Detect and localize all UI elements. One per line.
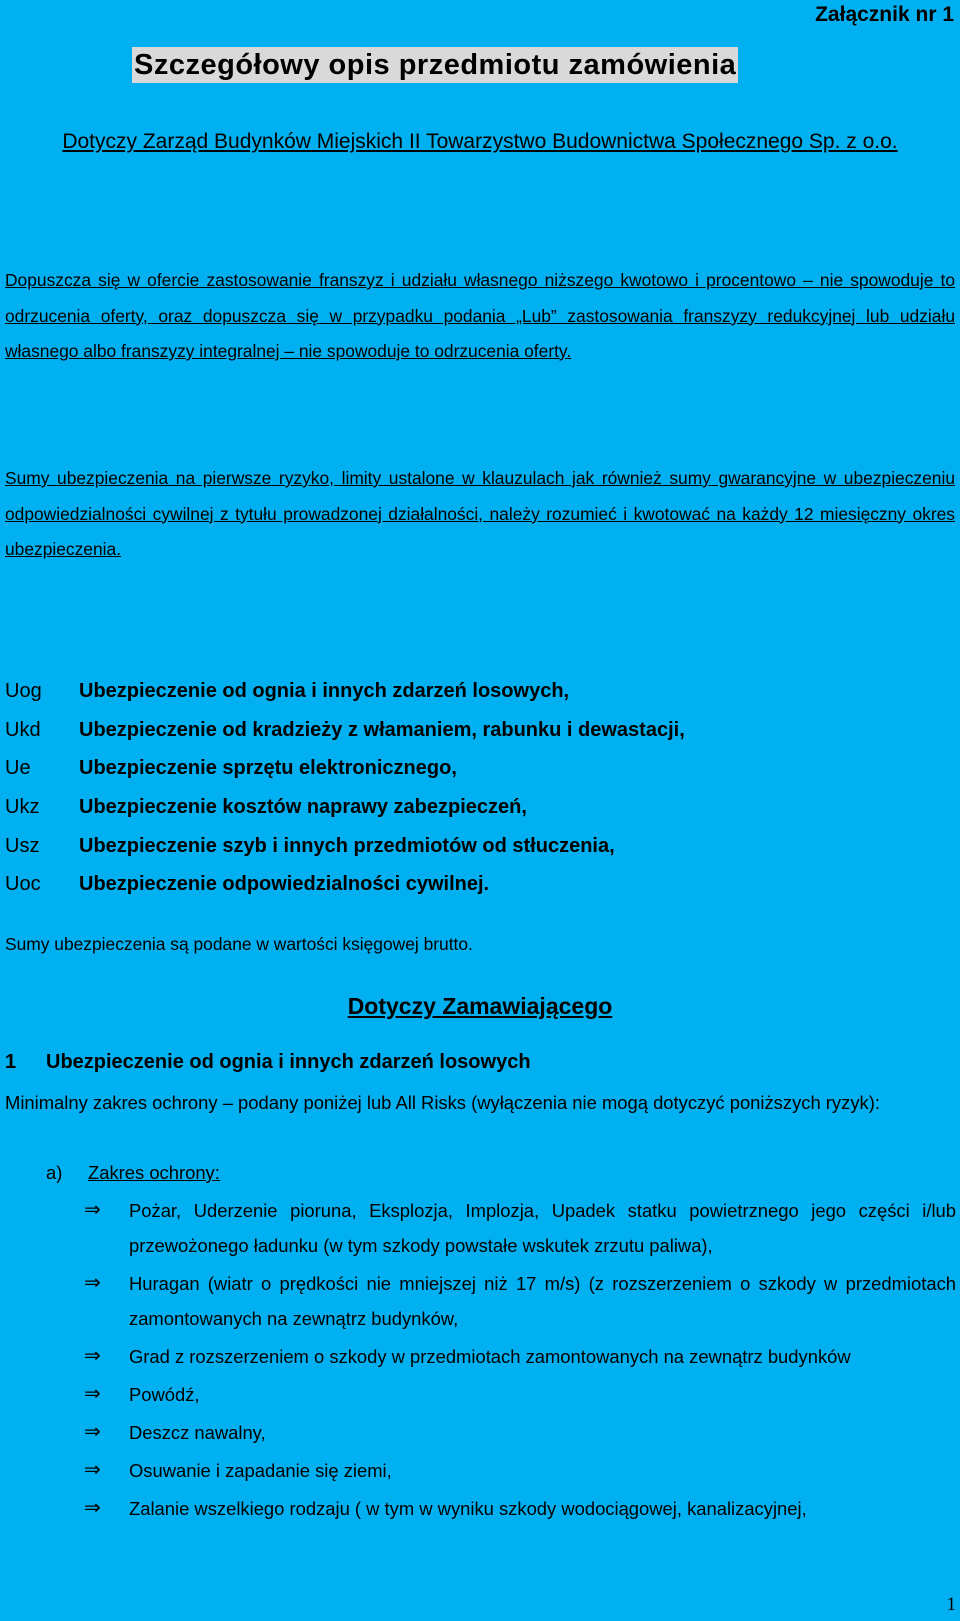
double-right-arrow-icon: ⇒ bbox=[84, 1345, 101, 1367]
abbreviation-code: Ue bbox=[5, 757, 31, 780]
scope-item-letter: a) bbox=[46, 1162, 63, 1183]
abbreviation-code: Ukd bbox=[5, 718, 41, 741]
list-item bbox=[84, 1453, 956, 1488]
abbreviation-row bbox=[5, 865, 955, 904]
scope-item bbox=[46, 1162, 220, 1184]
abbreviation-description: Ubezpieczenie od ognia i innych zdarzeń losowych, bbox=[79, 679, 570, 702]
list-item-text: Deszcz nawalny, bbox=[129, 1422, 266, 1443]
section-heading bbox=[0, 993, 960, 1020]
page-number: 1 bbox=[946, 1594, 956, 1615]
subtitle bbox=[0, 122, 960, 162]
subsection-number: 1 bbox=[5, 1051, 17, 1073]
abbreviation-description: Ubezpieczenie od kradzieży z włamaniem, rabunku i dewastacji, bbox=[79, 718, 685, 741]
list-item-text: Grad z rozszerzeniem o szkody w przedmiotach zamontowanych na zewnątrz budynków bbox=[129, 1346, 851, 1367]
section-heading-text: Dotyczy Zamawiającego bbox=[347, 993, 613, 1019]
abbreviation-description: Ubezpieczenie sprzętu elektronicznego, bbox=[79, 757, 457, 780]
paragraph-franchise: Dopuszcza się w ofercie zastosowanie franszyz i udziału własnego niższego kwotowo i procentowo – nie spowoduje to odrzucenia oferty, oraz dopuszcza się w przypadku podania „Lub” zastosowania franszyzy redukcyjnej lub udziału własnego albo franszyzy integralnej – nie spowoduje to odrzucenia oferty. bbox=[5, 270, 955, 361]
abbreviation-row bbox=[5, 711, 955, 750]
abbreviation-description: Ubezpieczenie szyb i innych przedmiotów od stłuczenia, bbox=[79, 834, 615, 857]
abbreviation-code: Uog bbox=[5, 679, 42, 702]
page-title: Szczegółowy opis przedmiotu zamówienia bbox=[134, 49, 737, 81]
note-book-value: Sumy ubezpieczenia są podane w wartości księgowej brutto. bbox=[5, 934, 473, 954]
scope-item-label: Zakres ochrony: bbox=[88, 1162, 220, 1183]
double-right-arrow-icon: ⇒ bbox=[84, 1383, 101, 1405]
double-right-arrow-icon: ⇒ bbox=[84, 1199, 101, 1221]
list-item bbox=[84, 1491, 956, 1526]
list-item bbox=[84, 1339, 956, 1374]
double-right-arrow-icon: ⇒ bbox=[84, 1459, 101, 1481]
abbreviation-row bbox=[5, 788, 955, 827]
list-item bbox=[84, 1193, 956, 1263]
paragraph-sums-insured: Sumy ubezpieczenia na pierwsze ryzyko, limity ustalone w klauzulach jak również sumy gwarancyjne w ubezpieczeniu odpowiedzialności cywilnej z tytułu prowadzonej działalności, należy rozumieć i kwotować na każdy 12 miesięczny okres ubezpieczenia. bbox=[5, 468, 955, 559]
abbreviation-row bbox=[5, 749, 955, 788]
double-right-arrow-icon: ⇒ bbox=[84, 1421, 101, 1443]
coverage-bullet-list bbox=[84, 1193, 956, 1529]
abbreviation-row bbox=[5, 672, 955, 711]
list-item-text: Zalanie wszelkiego rodzaju ( w tym w wyniku szkody wodociągowej, kanalizacyjnej, bbox=[129, 1498, 807, 1519]
abbreviation-code: Uoc bbox=[5, 873, 41, 896]
scope-intro: Minimalny zakres ochrony – podany poniżej lub All Risks (wyłączenia nie mogą dotyczyć poniższych ryzyk): bbox=[5, 1092, 880, 1113]
double-right-arrow-icon: ⇒ bbox=[84, 1497, 101, 1519]
abbreviation-description: Ubezpieczenie kosztów naprawy zabezpieczeń, bbox=[79, 795, 527, 818]
list-item bbox=[84, 1415, 956, 1450]
double-right-arrow-icon: ⇒ bbox=[84, 1272, 101, 1294]
subtitle-text: Dotyczy Zarząd Budynków Miejskich II Towarzystwo Budownictwa Społecznego Sp. z o.o. bbox=[62, 130, 898, 153]
abbreviation-list bbox=[5, 672, 955, 904]
list-item-text: Osuwanie i zapadanie się ziemi, bbox=[129, 1460, 392, 1481]
list-item-text: Pożar, Uderzenie pioruna, Eksplozja, Implozja, Upadek statku powietrznego jego części i/lub przewożonego ładunku (w tym szkody powstałe wskutek zrzutu paliwa), bbox=[129, 1200, 956, 1256]
annex-label: Załącznik nr 1 bbox=[815, 3, 954, 26]
abbreviation-description: Ubezpieczenie odpowiedzialności cywilnej. bbox=[79, 873, 490, 896]
list-item bbox=[84, 1266, 956, 1336]
list-item-text: Powódź, bbox=[129, 1384, 200, 1405]
abbreviation-row bbox=[5, 827, 955, 866]
abbreviation-code: Usz bbox=[5, 834, 40, 857]
abbreviation-code: Ukz bbox=[5, 795, 40, 818]
subsection-title: Ubezpieczenie od ognia i innych zdarzeń losowych bbox=[46, 1051, 531, 1073]
list-item-text: Huragan (wiatr o prędkości nie mniejszej niż 17 m/s) (z rozszerzeniem o szkody w przedmiotach zamontowanych na zewnątrz budynków, bbox=[129, 1273, 956, 1329]
subsection-heading bbox=[5, 1051, 531, 1074]
list-item bbox=[84, 1377, 956, 1412]
